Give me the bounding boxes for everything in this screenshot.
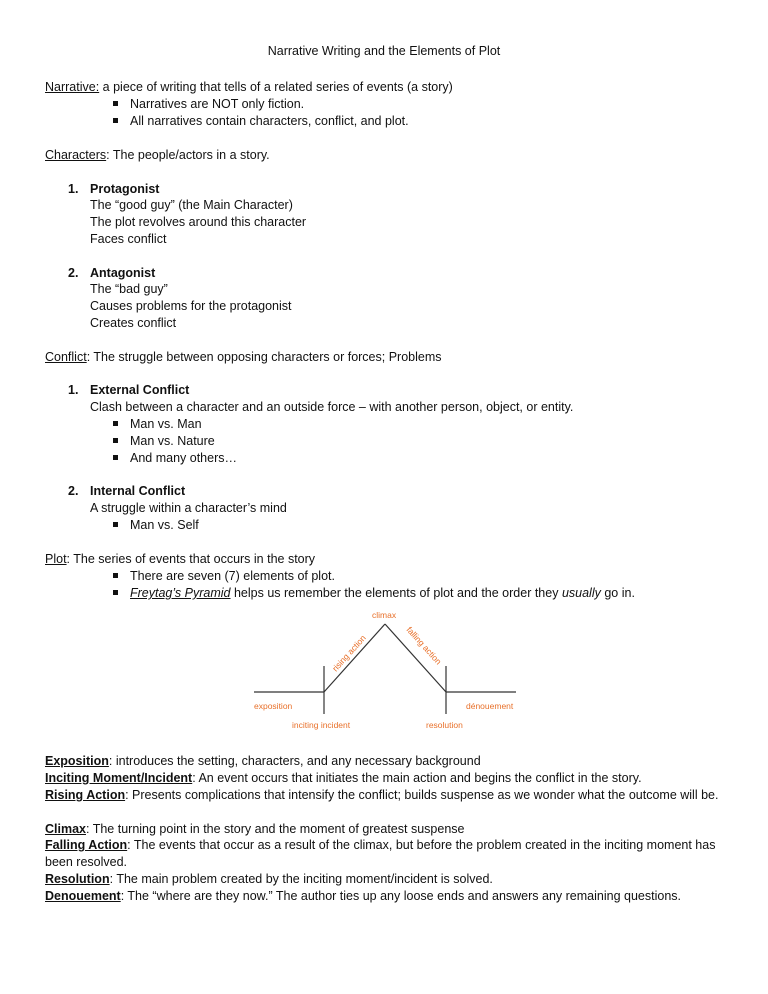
document-title: Narrative Writing and the Elements of Plot	[267, 44, 501, 58]
list-item: Narratives are NOT only fiction.	[113, 96, 304, 113]
external-conflict-description: Clash between a character and an outside force – with another person, object, or entity.	[90, 400, 574, 414]
internal-conflict-heading: 2. Internal Conflict	[68, 484, 186, 498]
list-item: Man vs. Self	[113, 517, 199, 534]
characters-definition: Characters: The people/actors in a story.	[45, 148, 270, 162]
denouement-definition: Denouement: The “where are they now.” The author ties up any loose ends and answers any remaining questions.	[45, 889, 681, 903]
internal-conflict-description: A struggle within a character’s mind	[90, 501, 287, 515]
conflict-term: Conflict	[45, 350, 87, 364]
external-conflict-heading: 1. External Conflict	[68, 383, 190, 397]
freytag-pyramid-diagram	[250, 606, 520, 736]
exposition-definition: Exposition: introduces the setting, characters, and any necessary background	[45, 754, 481, 768]
bullet-icon	[113, 573, 118, 578]
bullet-icon	[113, 101, 118, 106]
characters-term: Characters	[45, 148, 107, 162]
narrative-definition	[45, 79, 453, 96]
rising-action-label: rising action	[330, 632, 368, 674]
resolution-definition: Resolution: The main problem created by the inciting moment/incident is solved.	[45, 872, 493, 886]
exposition-label: exposition	[254, 701, 293, 711]
list-item: And many others…	[113, 450, 237, 467]
list-item: The “good guy” (the Main Character)	[90, 198, 293, 212]
list-item: There are seven (7) elements of plot.	[113, 568, 335, 585]
denouement-label: dénouement	[466, 701, 514, 711]
plot-term: Plot	[45, 552, 67, 566]
list-item: Causes problems for the protagonist	[90, 299, 292, 313]
narrative-term: Narrative:	[45, 80, 100, 94]
falling-action-label: falling action	[404, 624, 444, 667]
inciting-incident-definition: Inciting Moment/Incident: An event occurs that initiates the main action and begins the conflict in the story.	[45, 771, 642, 785]
bullet-icon	[113, 438, 118, 443]
conflict-definition: Conflict: The struggle between opposing characters or forces; Problems	[45, 350, 442, 364]
list-item: The “bad guy”	[90, 282, 168, 296]
list-item: The plot revolves around this character	[90, 215, 307, 229]
list-item: Freytag’s Pyramid helps us remember the elements of plot and the order they usually go in.	[113, 585, 635, 602]
rising-action-definition: Rising Action: Presents complications that intensify the conflict; builds suspense as we wonder what the outcome will be.	[45, 788, 719, 802]
protagonist-heading: 1. Protagonist	[68, 182, 160, 196]
bullet-icon	[113, 455, 118, 460]
falling-action-definition: Falling Action: The events that occur as a result of the climax, but before the problem created in the inciting moment has been resolved.	[45, 838, 716, 869]
list-item: All narratives contain characters, conflict, and plot.	[113, 113, 409, 130]
bullet-icon	[113, 421, 118, 426]
rising-action-line	[324, 624, 385, 692]
resolution-label: resolution	[426, 720, 463, 730]
climax-definition: Climax: The turning point in the story and the moment of greatest suspense	[45, 822, 465, 836]
freytags-pyramid-link[interactable]: Freytag’s Pyramid	[130, 586, 231, 600]
list-item: Man vs. Man	[113, 416, 202, 433]
antagonist-heading: 2. Antagonist	[68, 266, 156, 280]
list-item: Faces conflict	[90, 232, 167, 246]
list-item: Creates conflict	[90, 316, 177, 330]
bullet-icon	[113, 118, 118, 123]
list-item: Man vs. Nature	[113, 433, 215, 450]
bullet-icon	[113, 522, 118, 527]
inciting-incident-label: inciting incident	[292, 720, 351, 730]
narrative-text: a piece of writing that tells of a related series of events (a story)	[99, 80, 453, 94]
bullet-icon	[113, 590, 118, 595]
plot-definition: Plot: The series of events that occurs in the story	[45, 552, 316, 566]
climax-label: climax	[372, 610, 397, 620]
